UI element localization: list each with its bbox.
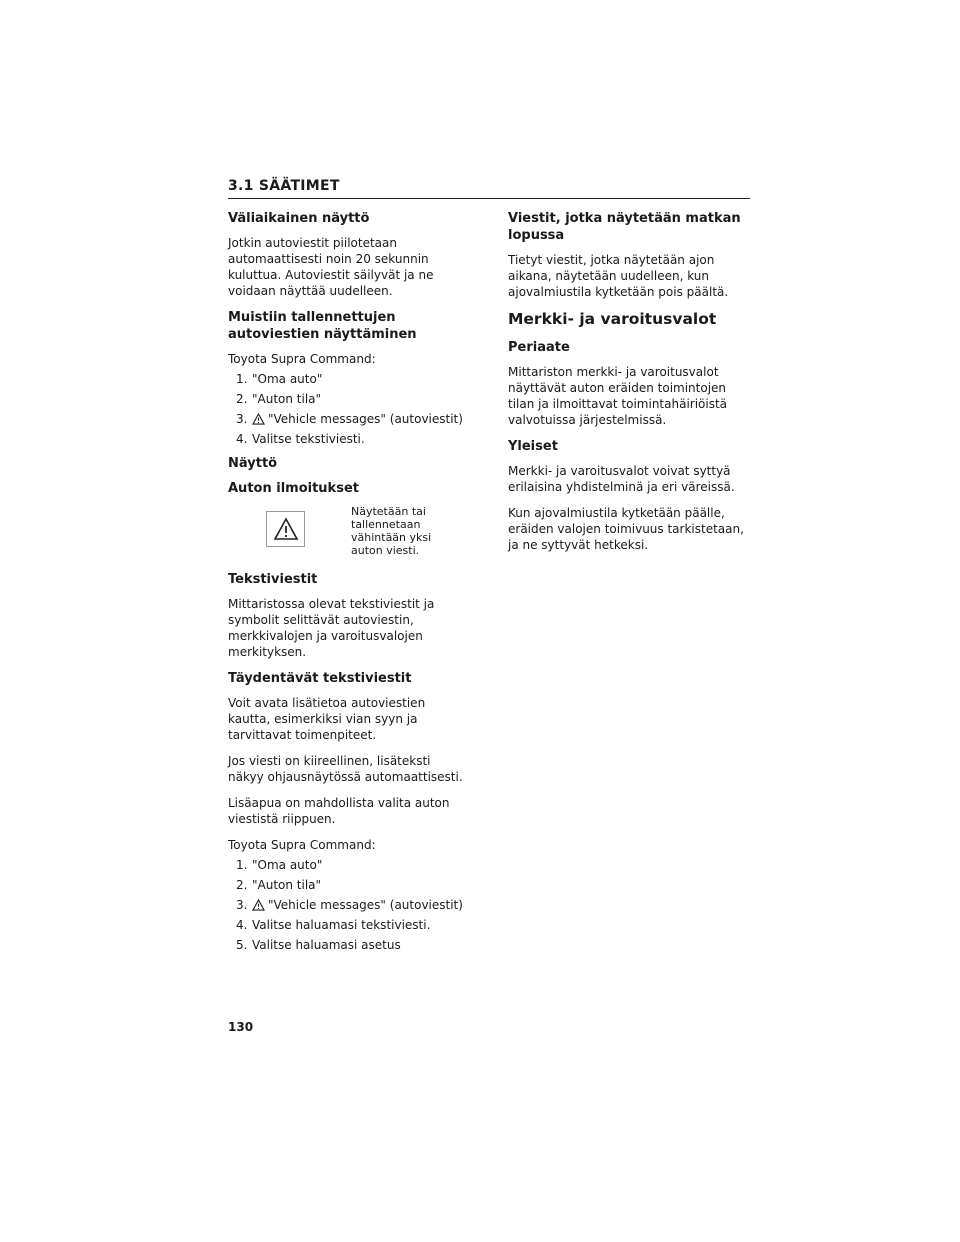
heading-supplementary: Täydentävät tekstiviestit — [228, 671, 412, 686]
paragraph-text-messages: Mittaristossa olevat tekstiviestit ja symbolit selittävät autoviestin, merkkivalojen ja varoitusvalojen merkityksen. — [228, 597, 435, 659]
list-item: 3. "Vehicle messages" (autoviestit) — [236, 412, 463, 426]
warning-triangle-icon — [252, 899, 265, 911]
paragraph-command-2: Toyota Supra Command: — [228, 838, 376, 852]
warning-triangle-icon — [252, 413, 265, 425]
left-column — [228, 210, 468, 961]
notice-block — [228, 505, 468, 557]
paragraph-principle: Mittariston merkki- ja varoitusvalot näyttävät auton eräiden toimintojen tilan ja ilmoittavat toimintahäiriöistä valvotuissa järjestelmissä. — [508, 365, 728, 427]
list-item: 1. "Oma auto" — [236, 858, 323, 872]
right-column — [508, 210, 748, 563]
section-header: 3.1 SÄÄTIMET — [228, 178, 750, 199]
paragraph-general-1: Merkki- ja varoitusvalot voivat syttyä erilaisina yhdistelminä ja eri väreissä. — [508, 464, 735, 494]
paragraph-supplementary-2: Jos viesti on kiireellinen, lisäteksti näkyy ohjausnäytössä automaattisesti. — [228, 754, 463, 784]
heading-indicator-lights: Merkki- ja varoitusvalot — [508, 310, 717, 328]
warning-triangle-icon — [273, 517, 299, 541]
heading-temporary-display: Väliaikainen näyttö — [228, 211, 370, 226]
paragraph-command-1: Toyota Supra Command: — [228, 352, 376, 366]
heading-general: Yleiset — [508, 439, 558, 454]
notice-text: Näytetään tai tallennetaan vähintään yksi auton viesti. — [351, 505, 432, 557]
heading-principle: Periaate — [508, 340, 570, 355]
list-item: 1. "Oma auto" — [236, 372, 323, 386]
list-item: 5. Valitse haluamasi asetus — [236, 938, 401, 952]
heading-vehicle-notices: Auton ilmoitukset — [228, 481, 359, 496]
steps-list-1 — [228, 371, 468, 447]
heading-end-of-trip: Viestit, jotka näytetään matkan lopussa — [508, 211, 741, 243]
paragraph-end-of-trip: Tietyt viestit, jotka näytetään ajon aikana, näytetään uudelleen, kun ajovalmiustila kytketään pois päältä. — [508, 253, 729, 299]
page-number: 130 — [228, 1020, 254, 1034]
heading-display: Näyttö — [228, 456, 278, 471]
paragraph-supplementary-1: Voit avata lisätietoa autoviestien kautta, esimerkiksi vian syyn ja tarvittavat toimenpiteet. — [228, 696, 426, 742]
paragraph-supplementary-3: Lisäapua on mahdollista valita auton viestistä riippuen. — [228, 796, 450, 826]
steps-list-2 — [228, 857, 468, 953]
list-item: 4. Valitse haluamasi tekstiviesti. — [236, 918, 431, 932]
heading-saved-messages: Muistiin tallennettujen autoviestien näyttäminen — [228, 310, 417, 342]
list-item: 4. Valitse tekstiviesti. — [236, 432, 365, 446]
paragraph-general-2: Kun ajovalmiustila kytketään päälle, eräiden valojen toimivuus tarkistetaan, ja ne syttyvät hetkeksi. — [508, 506, 744, 552]
heading-text-messages: Tekstiviestit — [228, 572, 318, 587]
list-item: 2. "Auton tila" — [236, 878, 322, 892]
list-item: 2. "Auton tila" — [236, 392, 322, 406]
list-item: 3. "Vehicle messages" (autoviestit) — [236, 898, 463, 912]
notice-symbol-box — [266, 511, 305, 547]
paragraph-temporary-display: Jotkin autoviestit piilotetaan automaattisesti noin 20 sekunnin kuluttua. Autoviestit säilyvät ja ne voidaan näyttää uudelleen. — [228, 236, 434, 298]
